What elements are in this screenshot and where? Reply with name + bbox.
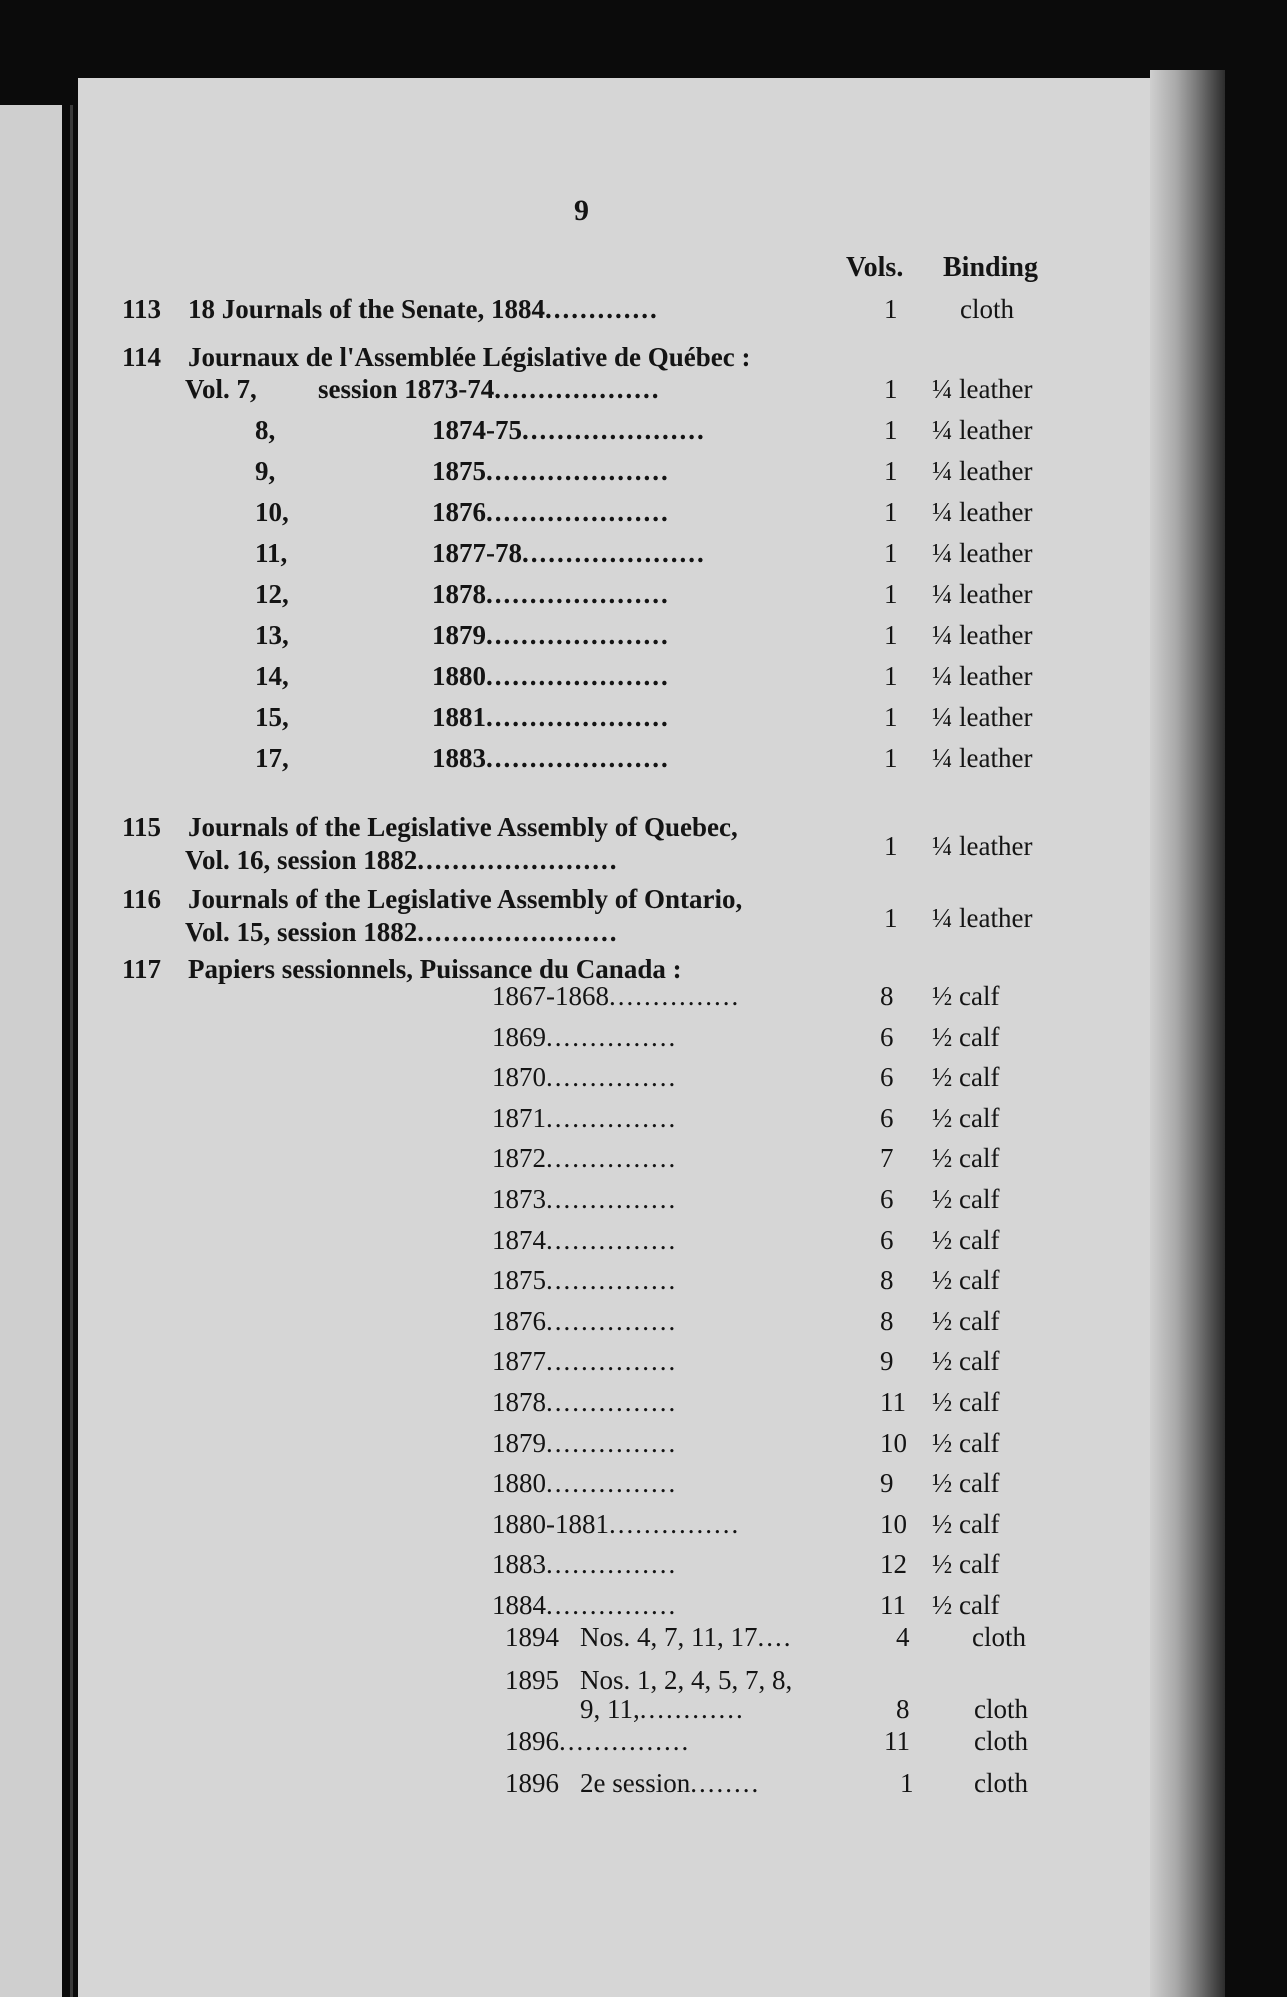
entry-115-number: 115 (122, 812, 162, 842)
page-edge-shadow (1150, 70, 1225, 1997)
entry-117-title: Papiers sessionnels, Puissance du Canada : (188, 954, 682, 984)
row-1895-vols: 8 (896, 1694, 910, 1724)
entry-114-number: 114 (122, 342, 162, 372)
volume-number: 8, (255, 415, 276, 445)
row-1895-year: 1895 (505, 1665, 559, 1695)
volume-number: 14, (255, 661, 289, 691)
entry-116-vols: 1 (884, 903, 898, 933)
volume-count: 1 (884, 456, 898, 486)
session-vols: 6 (880, 1022, 894, 1052)
session-binding: ½ calf (932, 1022, 1000, 1052)
volume-year: 1881..................... (432, 702, 670, 732)
session-binding: ½ calf (932, 1468, 1000, 1498)
entry-113-number: 113 (122, 294, 162, 324)
volume-binding: ¼ leather (932, 661, 1033, 691)
session-year: 1879............... (492, 1428, 678, 1458)
volume-year: 1878..................... (432, 579, 670, 609)
volume-count: 1 (884, 702, 898, 732)
volume-binding: ¼ leather (932, 579, 1033, 609)
volume-binding: ¼ leather (932, 743, 1033, 773)
entry-117-number: 117 (122, 954, 162, 984)
volume-binding: ¼ leather (932, 620, 1033, 650)
row-1895-detail-line1: Nos. 1, 2, 4, 5, 7, 8, (580, 1665, 793, 1695)
session-vols: 8 (880, 1265, 894, 1295)
session-binding: ½ calf (932, 1265, 1000, 1295)
session-binding: ½ calf (932, 1590, 1000, 1620)
session-binding: ½ calf (932, 1225, 1000, 1255)
session-year: 1871............... (492, 1103, 678, 1133)
row-1894-year: 1894 (505, 1622, 559, 1652)
volume-number: 11, (255, 538, 288, 568)
volume-year: 1879..................... (432, 620, 670, 650)
session-binding: ½ calf (932, 1062, 1000, 1092)
row-1894-binding: cloth (972, 1622, 1026, 1652)
row-1896-year: 1896............... (505, 1726, 691, 1756)
session-year: 1876............... (492, 1306, 678, 1336)
entry-113-vols: 1 (884, 294, 898, 324)
entry-114-first-session: session 1873-74................... (318, 374, 661, 404)
session-vols: 10 (880, 1428, 907, 1458)
session-year: 1873............... (492, 1184, 678, 1214)
session-binding: ½ calf (932, 1306, 1000, 1336)
entry-116-line1: Journals of the Legislative Assembly of Ontario, (188, 884, 743, 914)
volume-year: 1874-75..................... (432, 415, 706, 445)
entry-116-number: 116 (122, 884, 162, 914)
session-year: 1878............... (492, 1387, 678, 1417)
entry-115-vols: 1 (884, 831, 898, 861)
session-year: 1875............... (492, 1265, 678, 1295)
session-binding: ½ calf (932, 1103, 1000, 1133)
entry-114-first-vol: Vol. 7, (185, 374, 257, 404)
session-year: 1884............... (492, 1590, 678, 1620)
session-year: 1872............... (492, 1143, 678, 1173)
session-year: 1880............... (492, 1468, 678, 1498)
volume-count: 1 (884, 620, 898, 650)
volume-year: 1876..................... (432, 497, 670, 527)
entry-115-binding: ¼ leather (932, 831, 1033, 861)
volume-year: 1875..................... (432, 456, 670, 486)
session-vols: 6 (880, 1184, 894, 1214)
vols-header: Vols. (846, 252, 904, 283)
session-binding: ½ calf (932, 1346, 1000, 1376)
session-vols: 7 (880, 1143, 894, 1173)
volume-number: 13, (255, 620, 289, 650)
session-year: 1883............... (492, 1549, 678, 1579)
row-1896-2-detail: 2e session........ (580, 1768, 761, 1798)
session-vols: 6 (880, 1062, 894, 1092)
session-binding: ½ calf (932, 981, 1000, 1011)
volume-binding: ¼ leather (932, 538, 1033, 568)
session-vols: 8 (880, 1306, 894, 1336)
row-1896-binding: cloth (974, 1726, 1028, 1756)
gutter-line (70, 105, 73, 1997)
page-number: 9 (574, 194, 589, 227)
volume-binding: ¼ leather (932, 456, 1033, 486)
binding-header: Binding (943, 252, 1038, 283)
session-year: 1880-1881............... (492, 1509, 741, 1539)
volume-binding: ¼ leather (932, 374, 1033, 404)
session-vols: 11 (880, 1590, 906, 1620)
session-binding: ½ calf (932, 1387, 1000, 1417)
session-binding: ½ calf (932, 1428, 1000, 1458)
session-year: 1869............... (492, 1022, 678, 1052)
session-vols: 6 (880, 1103, 894, 1133)
row-1896-2-binding: cloth (974, 1768, 1028, 1798)
session-year: 1877............... (492, 1346, 678, 1376)
row-1895-detail-line2: 9, 11,............ (580, 1694, 745, 1724)
entry-113-text: 18 Journals of the Senate, 1884............. (188, 294, 659, 324)
entry-114-title: Journaux de l'Assemblée Législative de Québec : (188, 342, 751, 372)
row-1896-vols: 11 (884, 1726, 910, 1756)
session-vols: 8 (880, 981, 894, 1011)
session-year: 1867-1868............... (492, 981, 741, 1011)
previous-page-edge (0, 105, 62, 1997)
session-binding: ½ calf (932, 1509, 1000, 1539)
volume-count: 1 (884, 538, 898, 568)
entry-116-binding: ¼ leather (932, 903, 1033, 933)
session-binding: ½ calf (932, 1184, 1000, 1214)
row-1896-2-year: 1896 (505, 1768, 559, 1798)
session-vols: 9 (880, 1346, 894, 1376)
row-1894-detail: Nos. 4, 7, 11, 17.... (580, 1622, 793, 1652)
row-1895-binding: cloth (974, 1694, 1028, 1724)
row-1894-vols: 4 (896, 1622, 910, 1652)
entry-113-binding: cloth (960, 294, 1014, 324)
volume-year: 1880..................... (432, 661, 670, 691)
volume-year: 1877-78..................... (432, 538, 706, 568)
session-vols: 10 (880, 1509, 907, 1539)
volume-count: 1 (884, 374, 898, 404)
volume-number: 10, (255, 497, 289, 527)
entry-115-line2: Vol. 16, session 1882....................... (185, 845, 619, 875)
entry-116-line2: Vol. 15, session 1882....................... (185, 917, 619, 947)
row-1896-2-vols: 1 (900, 1768, 914, 1798)
session-vols: 6 (880, 1225, 894, 1255)
volume-binding: ¼ leather (932, 497, 1033, 527)
volume-count: 1 (884, 661, 898, 691)
session-year: 1870............... (492, 1062, 678, 1092)
volume-number: 9, (255, 456, 276, 486)
volume-count: 1 (884, 743, 898, 773)
entry-115-line1: Journals of the Legislative Assembly of Quebec, (188, 812, 738, 842)
session-year: 1874............... (492, 1225, 678, 1255)
volume-count: 1 (884, 415, 898, 445)
session-vols: 12 (880, 1549, 907, 1579)
volume-binding: ¼ leather (932, 702, 1033, 732)
volume-count: 1 (884, 497, 898, 527)
session-vols: 11 (880, 1387, 906, 1417)
volume-number: 15, (255, 702, 289, 732)
session-binding: ½ calf (932, 1143, 1000, 1173)
session-binding: ½ calf (932, 1549, 1000, 1579)
volume-number: 17, (255, 743, 289, 773)
volume-count: 1 (884, 579, 898, 609)
volume-year: 1883..................... (432, 743, 670, 773)
volume-binding: ¼ leather (932, 415, 1033, 445)
session-vols: 9 (880, 1468, 894, 1498)
volume-number: 12, (255, 579, 289, 609)
